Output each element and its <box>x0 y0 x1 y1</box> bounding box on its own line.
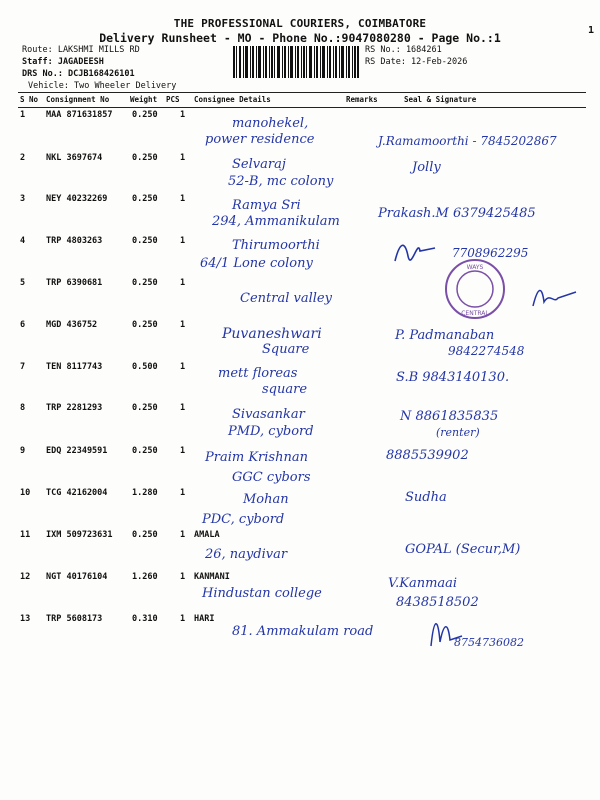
table-header <box>18 92 586 108</box>
row-pcs: 1 <box>180 572 186 582</box>
row-consignment: TEN 8117743 <box>46 362 103 372</box>
handwritten-consignee-line1: Selvaraj <box>232 157 286 172</box>
route-label: Route: LAKSHMI MILLS RD <box>22 45 140 55</box>
handwritten-consignee-line2: PMD, cybord <box>228 424 314 439</box>
row-weight: 0.250 <box>132 194 158 204</box>
handwritten-phone: 8438518502 <box>396 595 479 610</box>
col-consignee: Consignee Details <box>194 95 271 104</box>
row-consignment: EDQ 22349591 <box>46 446 108 456</box>
row-consignment: NEY 40232269 <box>46 194 108 204</box>
row-sno: 3 <box>20 194 26 204</box>
row-pcs: 1 <box>180 362 186 372</box>
row-sno: 7 <box>20 362 26 372</box>
row-consignment: MGD 436752 <box>46 320 98 330</box>
row-sno: 11 <box>20 530 31 540</box>
row-weight: 0.250 <box>132 153 158 163</box>
handwritten-note: (renter) <box>436 426 480 439</box>
handwritten-signature: 8754736082 <box>454 636 524 649</box>
row-weight: 0.250 <box>132 530 158 540</box>
row-consignment: NGT 40176104 <box>46 572 108 582</box>
handwritten-signature: P. Padmanaban <box>395 328 495 343</box>
col-pcs: PCS <box>166 95 180 104</box>
handwritten-phone: 9842274548 <box>448 344 525 358</box>
row-consignment: MAA 871631857 <box>46 110 113 120</box>
row-pcs: 1 <box>180 488 186 498</box>
row-sno: 9 <box>20 446 26 456</box>
handwritten-signature: 7708962295 <box>452 246 529 260</box>
handwritten-consignee-line1: manohekel, <box>232 116 309 131</box>
row-pcs: 1 <box>180 614 186 624</box>
row-pcs: 1 <box>180 530 186 540</box>
row-weight: 0.250 <box>132 110 158 120</box>
row-pcs: 1 <box>180 236 186 246</box>
handwritten-consignee-line1: Sivasankar <box>232 407 305 422</box>
row-pcs: 1 <box>180 110 186 120</box>
row-consignee-name: HARI <box>194 614 215 624</box>
row-sno: 6 <box>20 320 26 330</box>
scribble-signature <box>426 612 466 650</box>
row-consignment: TRP 2281293 <box>46 403 103 413</box>
handwritten-consignee-line2: PDC, cybord <box>202 512 285 527</box>
row-weight: 0.250 <box>132 278 158 288</box>
row-weight: 0.250 <box>132 446 158 456</box>
handwritten-signature: Jolly <box>412 160 441 175</box>
row-weight: 0.250 <box>132 320 158 330</box>
row-sno: 5 <box>20 278 26 288</box>
row-sno: 13 <box>20 614 31 624</box>
handwritten-consignee-line2: 294, Ammanikulam <box>212 214 340 229</box>
row-weight: 0.500 <box>132 362 158 372</box>
handwritten-consignee-line2: 26, naydivar <box>205 547 288 562</box>
col-consignment: Consignment No <box>46 95 110 104</box>
row-sno: 12 <box>20 572 31 582</box>
row-pcs: 1 <box>180 446 186 456</box>
stamp-text-bottom: CENTRAL <box>461 310 489 317</box>
office-stamp <box>444 258 506 320</box>
row-consignment: TRP 5608173 <box>46 614 103 624</box>
row-sno: 8 <box>20 403 26 413</box>
company-title: THE PROFESSIONAL COURIERS, COIMBATORE <box>173 17 427 30</box>
handwritten-consignee-line1: mett floreas <box>218 366 298 381</box>
handwritten-consignee-line2: Hindustan college <box>202 586 322 601</box>
handwritten-consignee-line2: Square <box>262 342 310 357</box>
row-sno: 2 <box>20 153 26 163</box>
handwritten-signature: Prakash.M 6379425485 <box>378 206 536 221</box>
handwritten-consignee-line2: square <box>262 382 308 397</box>
row-sno: 4 <box>20 236 26 246</box>
handwritten-signature: Sudha <box>405 490 447 505</box>
handwritten-consignee-line1: Praim Krishnan <box>205 450 308 465</box>
col-weight: Weight <box>130 95 158 104</box>
handwritten-consignee-line1: Mohan <box>243 492 289 507</box>
row-weight: 0.250 <box>132 236 158 246</box>
row-weight: 1.260 <box>132 572 158 582</box>
handwritten-consignee-line1: Puvaneshwari <box>222 326 322 342</box>
handwritten-consignee-line1: Ramya Sri <box>232 198 301 213</box>
row-consignment: TRP 6390681 <box>46 278 103 288</box>
handwritten-consignee-line2: Central valley <box>240 291 332 306</box>
col-seal: Seal & Signature <box>404 95 477 104</box>
handwritten-consignee-line2: 81. Ammakulam road <box>232 624 374 639</box>
handwritten-signature: S.B 9843140130. <box>396 370 510 385</box>
row-consignment: NKL 3697674 <box>46 153 103 163</box>
row-sno: 10 <box>20 488 31 498</box>
rs-date: RS Date: 12-Feb-2026 <box>365 57 468 67</box>
stamp-text-top: WAYS <box>466 264 484 271</box>
row-pcs: 1 <box>180 403 186 413</box>
col-remarks: Remarks <box>346 95 378 104</box>
scribble-signature <box>530 282 580 310</box>
handwritten-consignee-line2: power residence <box>205 132 315 147</box>
handwritten-signature: J.Ramamoorthi - 7845202867 <box>378 134 557 148</box>
row-pcs: 1 <box>180 320 186 330</box>
handwritten-signature: N 8861835835 <box>400 409 499 424</box>
row-pcs: 1 <box>180 278 186 288</box>
row-consignment: IXM 509723631 <box>46 530 113 540</box>
row-weight: 0.310 <box>132 614 158 624</box>
runsheet-subtitle: Delivery Runsheet - MO - Phone No.:9047080280 - Page No.:1 <box>99 31 501 45</box>
staff-label: Staff: JAGADEESH <box>22 57 104 67</box>
handwritten-signature: 8885539902 <box>386 448 469 463</box>
handwritten-signature: GOPAL (Secur,M) <box>405 542 521 557</box>
barcode <box>233 46 359 78</box>
drs-number: DRS No.: DCJB168426101 <box>22 69 135 79</box>
rs-number: RS No.: 1684261 <box>365 45 442 55</box>
row-weight: 0.250 <box>132 403 158 413</box>
handwritten-consignee-line2: 64/1 Lone colony <box>200 256 313 271</box>
row-consignment: TRP 4803263 <box>46 236 103 246</box>
handwritten-consignee-line1: Thirumoorthi <box>232 238 320 253</box>
row-pcs: 1 <box>180 153 186 163</box>
row-pcs: 1 <box>180 194 186 204</box>
handwritten-consignee-line2: 52-B, mc colony <box>228 174 334 189</box>
col-sno: S No <box>20 95 39 104</box>
corner-mark: 1 <box>588 25 595 36</box>
handwritten-signature: V.Kanmaai <box>388 576 458 591</box>
vehicle-label: Vehicle: Two Wheeler Delivery <box>28 81 177 91</box>
row-consignee-name: KANMANI <box>194 572 230 582</box>
row-consignment: TCG 42162004 <box>46 488 108 498</box>
row-weight: 1.280 <box>132 488 158 498</box>
row-sno: 1 <box>20 110 26 120</box>
handwritten-consignee-line2: GGC cybors <box>232 470 311 485</box>
row-consignee-name: AMALA <box>194 530 220 540</box>
scribble-signature <box>390 236 440 266</box>
